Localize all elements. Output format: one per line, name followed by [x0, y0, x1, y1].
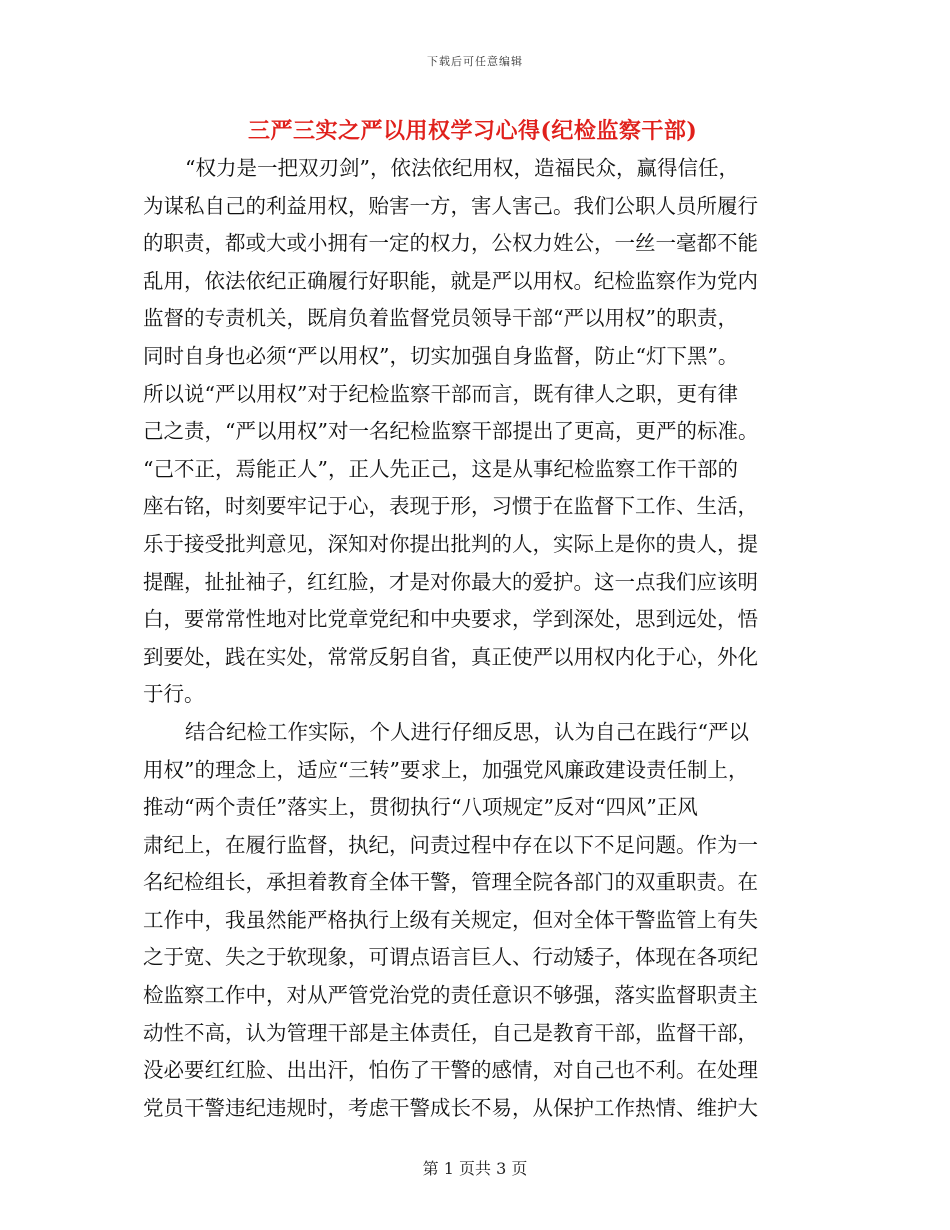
text-line: “己不正，焉能正人”，正人先正己，这是从事纪检监察工作干部的	[143, 456, 738, 481]
text-line: 党员干警违纪违规时，考虑干警成长不易，从保护工作热情、维护大	[143, 1095, 758, 1120]
header-note: 下载后可任意编辑	[427, 55, 523, 68]
text-line: 没必要红红脸、出出汗，怕伤了干警的感情，对自己也不利。在处理	[143, 1058, 758, 1083]
text-line: 名纪检组长，承担着教育全体干警，管理全院各部门的双重职责。在	[143, 870, 758, 895]
text-line: “权力是一把双刃剑”，依法依纪用权，造福民众，赢得信任，	[185, 156, 739, 180]
text-line: 于行。	[143, 682, 205, 707]
text-line: 同时自身也必须“严以用权”，切实加强自身监督，防止“灯下黑”。	[143, 343, 739, 368]
text-line: 之于宽、失之于软现象，可谓点语言巨人、行动矮子，体现在各项纪	[143, 945, 758, 970]
text-line: 白，要常常性地对比党章党纪和中央要求，学到深处，思到远处，悟	[143, 607, 758, 632]
text-line: 动性不高，认为管理干部是主体责任，自己是教育干部，监督干部，	[143, 1020, 758, 1045]
text-line: 座右铭，时刻要牢记于心，表现于形，习惯于在监督下工作、生活，	[143, 494, 758, 519]
document-title: 三严三实之严以用权学习心得(纪检监察干部)	[248, 118, 698, 144]
text-line: 结合纪检工作实际，个人进行仔细反思，认为自己在践行“严以	[185, 719, 749, 744]
text-line: 所以说“严以用权”对于纪检监察干部而言，既有律人之职，更有律	[143, 381, 738, 406]
text-line: 乱用，依法依纪正确履行好职能，就是严以用权。纪检监察作为党内	[143, 268, 758, 293]
text-line: 的职责，都或大或小拥有一定的权力，公权力姓公，一丝一毫都不能	[143, 231, 758, 256]
text-line: 监督的专责机关，既肩负着监督党员领导干部“严以用权”的职责，	[143, 306, 738, 331]
text-line: 工作中，我虽然能严格执行上级有关规定，但对全体干警监管上有失	[143, 907, 758, 932]
text-line: 为谋私自己的利益用权，贻害一方，害人害己。我们公职人员所履行	[143, 193, 758, 218]
text-line: 提醒，扯扯袖子，红红脸，才是对你最大的爱护。这一点我们应该明	[143, 569, 758, 594]
text-line: 己之责，“严以用权”对一名纪检监察干部提出了更高，更严的标准。	[143, 419, 759, 444]
page-number: 第 1 页共 3 页	[422, 1159, 528, 1178]
text-line: 用权”的理念上，适应“三转”要求上，加强党风廉政建设责任制上，	[143, 757, 749, 782]
text-line: 推动“两个责任”落实上，贯彻执行“八项规定”反对“四风”正风	[143, 795, 698, 820]
text-line: 检监察工作中，对从严管党治党的责任意识不够强，落实监督职责主	[143, 983, 758, 1008]
text-line: 乐于接受批判意见，深知对你提出批判的人，实际上是你的贵人，提	[143, 531, 758, 556]
text-line: 到要处，践在实处，常常反躬自省，真正使严以用权内化于心，外化	[143, 644, 758, 669]
document-body	[143, 150, 798, 1127]
text-line: 肃纪上，在履行监督，执纪，问责过程中存在以下不足问题。作为一	[143, 832, 758, 857]
